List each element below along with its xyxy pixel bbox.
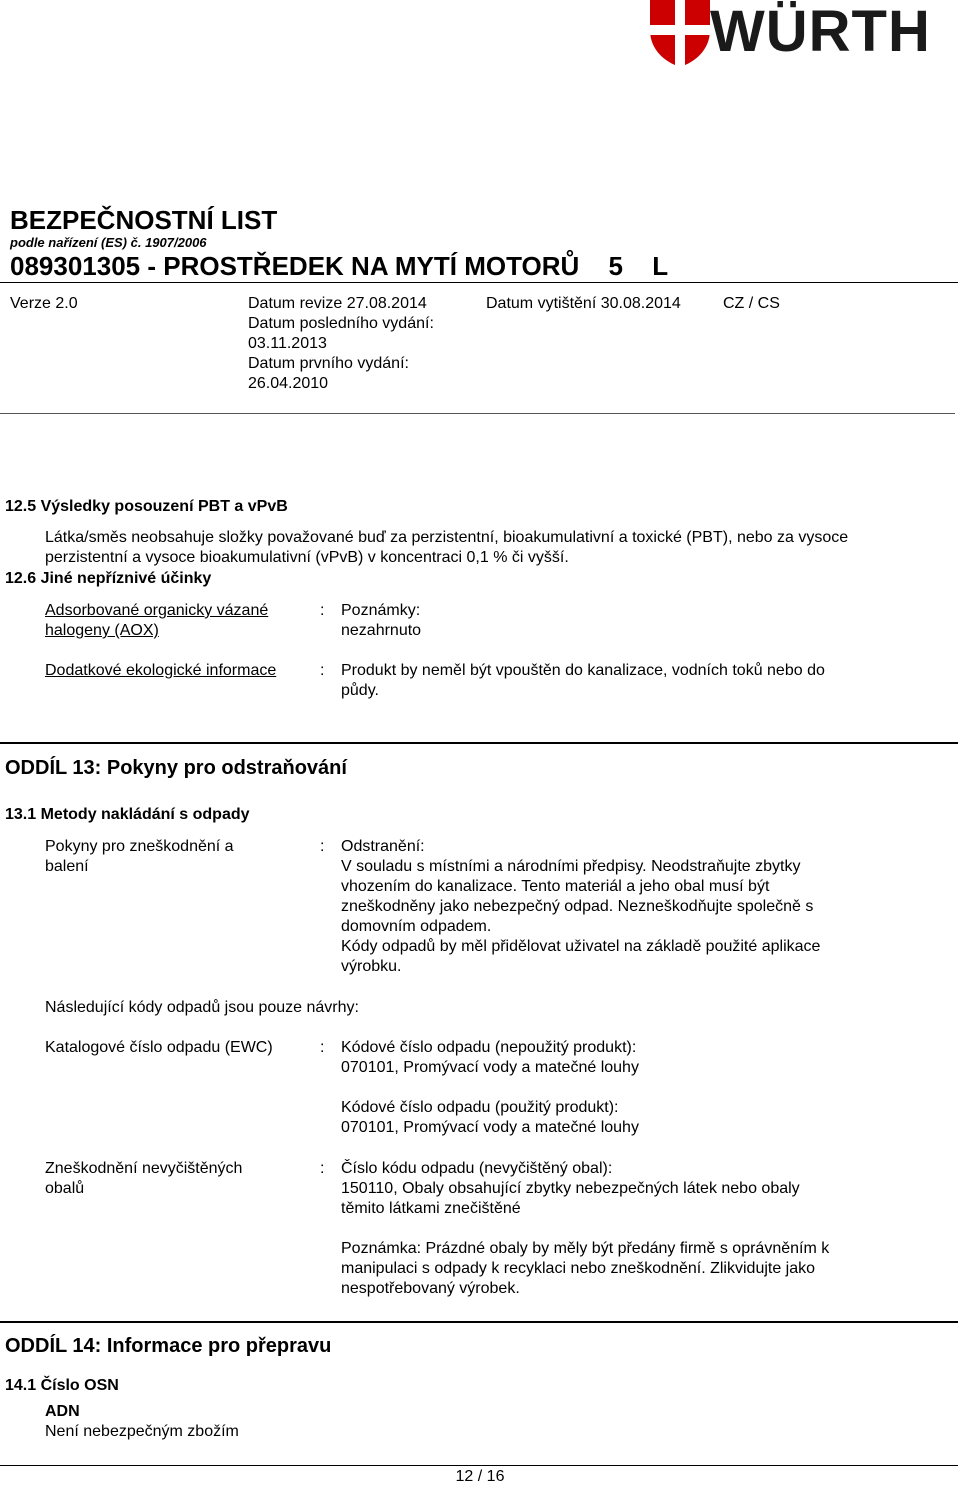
ewc-used-line-1: Kódové číslo odpadu (použitý produkt): [341, 1099, 619, 1116]
pbt-text-line-1: Látka/směs neobsahuje složky považované buď za perzistentní, bioakumulativní a toxické (PBT), nebo za vysoce [45, 529, 849, 546]
eco-info-line-2: půdy. [341, 682, 379, 699]
product-quantity: 5 [608, 251, 623, 281]
regulation: podle nařízení (ES) č. 1907/2006 [10, 235, 207, 250]
section-13-1-heading: 13.1 Metody nakládání s odpady [5, 806, 250, 823]
packaging-line: 150110, Obaly obsahující zbytky nebezpečných látek nebo obaly [341, 1180, 800, 1197]
ewc-colon: : [320, 1039, 325, 1056]
last-issue-label: Datum posledního vydání: [248, 315, 434, 332]
eco-info-colon: : [320, 662, 325, 679]
aox-colon: : [320, 602, 325, 619]
section-12-5-heading: 12.5 Výsledky posouzení PBT a vPvB [5, 498, 288, 515]
section-13-divider [0, 742, 958, 744]
packaging-code-value [341, 1159, 901, 1219]
product-code-name: 089301305 - PROSTŘEDEK NA MYTÍ MOTORŮ [10, 251, 580, 281]
wurth-emblem-icon [650, 0, 710, 68]
ewc-label: Katalogové číslo odpadu (EWC) [45, 1039, 273, 1056]
disposal-value [341, 837, 901, 977]
product-unit: L [652, 251, 669, 281]
page-number: 12 / 16 [455, 1468, 505, 1485]
section-14-1-heading: 14.1 Číslo OSN [5, 1377, 119, 1394]
eco-info-label: Dodatkové ekologické informace [45, 662, 277, 679]
revision-date: Datum revize 27.08.2014 [248, 295, 427, 312]
disposal-line: domovním odpadem. [341, 918, 492, 935]
meta-divider [0, 413, 955, 414]
packaging-label-line-1: Zneškodnění nevyčištěných [45, 1160, 243, 1177]
section-13-title: ODDÍL 13: Pokyny pro odstraňování [5, 757, 347, 779]
ewc-unused-line-2: 070101, Promývací vody a matečné louhy [341, 1059, 639, 1076]
packaging-note-line: nespotřebovaný výrobek. [341, 1280, 520, 1297]
aox-value-line-2: nezahrnuto [341, 622, 422, 639]
packaging-note-line: manipulaci s odpady k recyklaci nebo zneškodnění. Zlikvidujte jako [341, 1260, 816, 1277]
print-date: Datum vytištění 30.08.2014 [486, 295, 681, 312]
adn-value: Není nebezpečným zbožím [45, 1423, 239, 1440]
disposal-line: Kódy odpadů by měl přidělovat uživatel na základě použité aplikace [341, 938, 821, 955]
aox-value-line-1: Poznámky: [341, 602, 421, 619]
section-14-title: ODDÍL 14: Informace pro přepravu [5, 1335, 332, 1357]
proposal-note: Následující kódy odpadů jsou pouze návrhy: [45, 999, 359, 1016]
ewc-unused-line-1: Kódové číslo odpadu (nepoužitý produkt): [341, 1039, 637, 1056]
first-issue-date: 26.04.2010 [248, 375, 329, 392]
adn-heading: ADN [45, 1403, 80, 1420]
packaging-note-line: Poznámka: Prázdné obaly by měly být předány firmě s oprávněním k [341, 1240, 830, 1257]
document-title: BEZPEČNOSTNÍ LIST [10, 205, 278, 235]
footer-divider [0, 1465, 958, 1466]
wurth-logo [650, 0, 960, 68]
header-divider [0, 282, 958, 283]
disposal-line: V souladu s místními a národními předpisy. Neodstraňujte zbytky [341, 858, 801, 875]
packaging-note-value [341, 1239, 901, 1299]
ewc-used-line-2: 070101, Promývací vody a matečné louhy [341, 1119, 639, 1136]
last-issue-date: 03.11.2013 [248, 335, 327, 352]
pbt-text-line-2: perzistentní a vysoce bioakumulativní (vPvB) v koncentraci 0,1 % či vyšší. [45, 549, 569, 566]
disposal-line: zneškodněny jako nebezpečný odpad. Nezneškodňujte společně s [341, 898, 814, 915]
disposal-line: vhozením do kanalizace. Tento materiál a jeho obal musí být [341, 878, 770, 895]
disposal-label-line-1: Pokyny pro zneškodnění a [45, 838, 234, 855]
locale: CZ / CS [723, 295, 780, 312]
eco-info-line-1: Produkt by neměl být vpouštěn do kanalizace, vodních toků nebo do [341, 662, 825, 679]
disposal-line: Odstranění: [341, 838, 425, 855]
aox-label-line-2: halogeny (AOX) [45, 622, 159, 639]
disposal-label-line-2: balení [45, 858, 89, 875]
wurth-wordmark: WÜRTH [710, 0, 931, 64]
section-12-6-heading: 12.6 Jiné nepříznivé účinky [5, 570, 212, 587]
section-14-divider [0, 1321, 958, 1323]
disposal-line: výrobku. [341, 958, 402, 975]
version: Verze 2.0 [10, 295, 78, 312]
disposal-colon: : [320, 838, 325, 855]
product-name [10, 251, 668, 281]
packaging-line: těmito látkami znečištěné [341, 1200, 521, 1217]
first-issue-label: Datum prvního vydání: [248, 355, 409, 372]
packaging-line: Číslo kódu odpadu (nevyčištěný obal): [341, 1160, 613, 1177]
packaging-colon: : [320, 1160, 325, 1177]
aox-label-line-1: Adsorbované organicky vázané [45, 602, 269, 619]
packaging-label-line-2: obalů [45, 1180, 85, 1197]
